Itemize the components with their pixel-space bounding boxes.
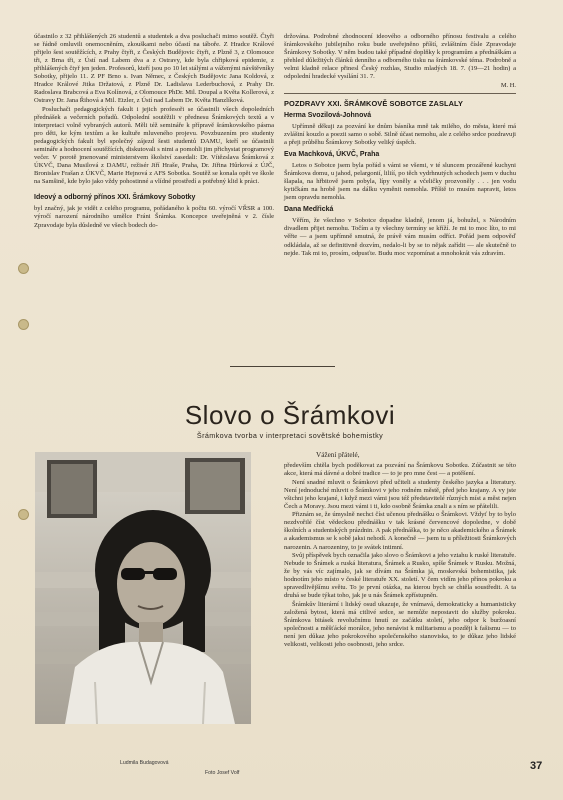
center-divider xyxy=(230,366,335,367)
greeting-text: Věřím, že všechno v Sobotce dopadne kladně, jenom já, bohužel, s Národním divadlem přijet nemohu. Točím a ty všechny termíny se kříží. Je mi to moc líto, to mi věřte — a jsem upřímně smutná, že právě vám musím odříct. Pořád jsem odpověď odkládala, až se definitivně dozvím, nedalo-li by se to nějak zařídit — ale skutečně to nejde. Tak mi to, prosím, odpusťte. Budu moc vzpomínat a mnohokrát vás zdravím. xyxy=(284,217,516,257)
paragraph: Přiznám se, že úmyslně nechci číst učenou přednášku o Šrámkovi. Vždyť by to bylo nezdvořilé číst vědeckou přednášku v tak krásné červencové dopoledne, v době školních a studentských prázdnin. A pak přednáška, to je něco akademického a Šrámek a akademismus se k sobě jaksi nehodí. A konečně — jsem tu u příležitosti Šrámkových narozenin. A narozeniny, to je svátek intimní. xyxy=(284,511,516,551)
paragraph: držována. Podrobné zhodnocení ideového a odborného přínosu festivalu a celého šrámkovského jubilejního roku bude uveřejněno příští, zvláštním čísle Zpravodaje Šrámkovy Sobotky. V něm budou také případné doplňky k programům a přednáškám a přehled důležitých článků denního a odborného tisku na šrámkovské téma. Podrobně a velmi kladně relace přinesl Český rozhlas, Studio mladých 18. 7. (19—21 hodin) a odpolední hradecké vysílání 31. 7. xyxy=(284,33,516,81)
binder-hole xyxy=(18,263,29,274)
paragraph: byl značný, jak je vidět z celého programu, pořádaného k počtu 60. výročí VŘSR a 100. výročí narození národního umělce Fráni Šrámka. Koncepce uveřejněná v 2. čísle Zpravodaje byla důsledně ve všech bodech do- xyxy=(34,205,274,229)
photo-credit: Foto Josef Volf xyxy=(205,770,240,776)
right-column-top xyxy=(284,33,516,258)
paragraph: Posluchači pedagogických fakult i jejich profesoři se účastnili všech dopoledních přednášek a večerních pořadů. Odpolední soutěžili v přednesu Šrámkových textů a v interpretaci volně vybraných autorů. Měli též semináře k přípravě šrámkovského pásma pro děti, ke kým textům a ke kultuře mluveného projevu. Povzbuzením pro studenty pedagogických fakult byl společný zájezd šesti studentů DAMU, kteří se účastnili semináře a hodnocení soutěžících, diskutovali s nimi a pomohli jim přichystat programový večer. V porotě jmenované ministerstvem školství zasedali: Dr. Vítězslava Šrámková z ÚKVČ, Dana Musilová z DAMU, režisér Jiří Hraše, Praha, Dr. Jiřina Hůrková z ÚJČ, Bronislav Frašan z ÚKVČ, Marie Hejnová z AFS Sobotka. Soutěž se konala opět ve škole na Samšině, kde bylo jako vždy pohostinné a vlídné prostředí a potřebný klid k práci. xyxy=(34,105,274,186)
subsection-heading: Ideový a odborný přínos XXI. Šrámkovy Sobotky xyxy=(34,194,196,202)
portrait-illustration xyxy=(35,452,251,724)
portrait-photo xyxy=(35,452,251,724)
section-heading: POZDRAVY XXI. ŠRÁMKOVĚ SOBOTCE ZASLALY xyxy=(284,98,464,108)
binder-hole xyxy=(18,319,29,330)
paragraph: Šrámkův literární i lidský osud ukazuje, že vnímavá, demokraticky a humanisticky založená bytost, která má citlivé srdce, se nemůže nepostavit do služby pokroku. Šrámkova bitásek revolučnímu hnutí ze začátku století, jeho odpor k buržoasní společnosti a měšťácké morálce, jeho nenávist k militarismu a později k fašismu — to není jen důkaz jeho pokrokového společenského stanoviska, to je důkaz jeho lidské velikosti, velikosti jeho osobnosti, jeho srdce. xyxy=(284,600,516,649)
greeting-text: Letos o Sobotce jsem byla pořád s vámi se všemi, v té sluncem prozářené kuchyni Šrámkova domu, u jahod, pelargonií, liliíí, po těch vydrhnutých schodech jsem v duchu šlapala, na hřbitově jsem pobyla, lípy voněly a včeličky prozvoněly . . . jen vodu kytičkám na hrobě jsem na dálku vyměnit nemohla. Příště to musím napravit, letos jsem opravdu nemohla. xyxy=(284,162,516,202)
page-number: 37 xyxy=(530,760,543,772)
greeting-text: Upřímně děkuji za pozvání ke dnům básníka mně tak milého, do města, které má zvláštní kouzlo a poezii samo o sobě. Silně účast nemohu, ale z celého srdce pozdravuji a přeji průběhu Šrámkovy Sobotky veliký úspěch. xyxy=(284,122,516,147)
article-subtitle: Šrámkova tvorba v interpretaci sovětské bohemistky xyxy=(196,431,384,440)
greeting-author: Dana Medřická xyxy=(284,206,334,214)
divider xyxy=(284,93,516,94)
article-title: Slovo o Šrámkovi xyxy=(184,400,396,430)
paragraph: především chtěla bych poděkovat za pozvání na Šrámkovu Sobotku. Zúčastnit se této akce, která má dávné a dobré tradice — to je pro mne čest — a potěšení. xyxy=(284,462,516,478)
article-body xyxy=(284,451,516,650)
binder-hole xyxy=(18,509,29,520)
left-column-top xyxy=(34,33,274,230)
greeting-author: Herma Svozilová-Johnová xyxy=(284,111,372,119)
paragraph: Svůj příspěvek bych označila jako slovo o Šrámkovi a jeho vztahu k ruské literatuře. Nebude to Šrámek a ruská literatura, Šrámek a Rusko, spíše Šrámek v Rusku. Možná, že by vás víc zajímalo, jak se dívám na Šrámka já, moskevská bohemistika, jak hodnotím jeho místo v české literatuře XX. století. V čem vidím jeho přínos pokroku a spravedlivějšímu světu. To je první otázka, na kterou bych se chtěla soustředit. A ta druhá se bude týkat toho, jak je u nás Šrámek zpřístupněn. xyxy=(284,552,516,600)
salutation: Vážení přátelé, xyxy=(316,451,360,459)
author-initials: M. H. xyxy=(500,81,516,89)
greeting-author: Eva Machková, ÚKVČ, Praha xyxy=(284,151,380,159)
photo-caption: Ludmila Budagovová xyxy=(120,760,169,766)
paragraph: účastnilo z 32 přihlášených 26 studentů a studentek a dva posluchači mimo soutěž. Čtyři se řádně omluvili onemocněním, zkouškami nebo účastí na táboře. Z Hradce Králové přijelo šest soutěžících, z Prahy čtyři, z Českých Budějovic čtyři, z Plzně 3, z Olomouce tři, z Brna tři, z Ústí nad Labem dva a z Ostravy, kde byla chřipková epidemie, z přihlášených čtyř jen jeden. Profesorů, kteří jsou po 10 let stálými a váženými návštěvníky Sobotky, přijelo 11. Z PF Brno s. Ivan Němec, z Českých Budějovic Jana Koldová, z Hradce Králové Jitka Držatová, z Plzně Dr. Ladislava Lederbuchová, z Prahy Dr. Radoslava Brabcová a Eva Kolínová, z Olomouce PhDr. Mil. Doupal a Květa Kollerová, z Ostravy Dr. Jana Řihová a Mil. Etzler, z Ústí nad Labem Dr. Květa Hanzlíková. xyxy=(34,33,274,105)
paragraph: Není snadné mluvit o Šrámkovi před učiteli a studenty českého jazyka a literatury. Není jednoduché mluvit o Šrámkovi v jeho rodném městě, před jeho krajany. A vy jste všichni jeho krajané, i když mezi vámi jsou též představitelé různých míst a měst nejen Čech a Moravy. Jsou mezi vámi i ti, kdo osobně Šrámka znali a s ním se přátelili. xyxy=(284,478,516,510)
